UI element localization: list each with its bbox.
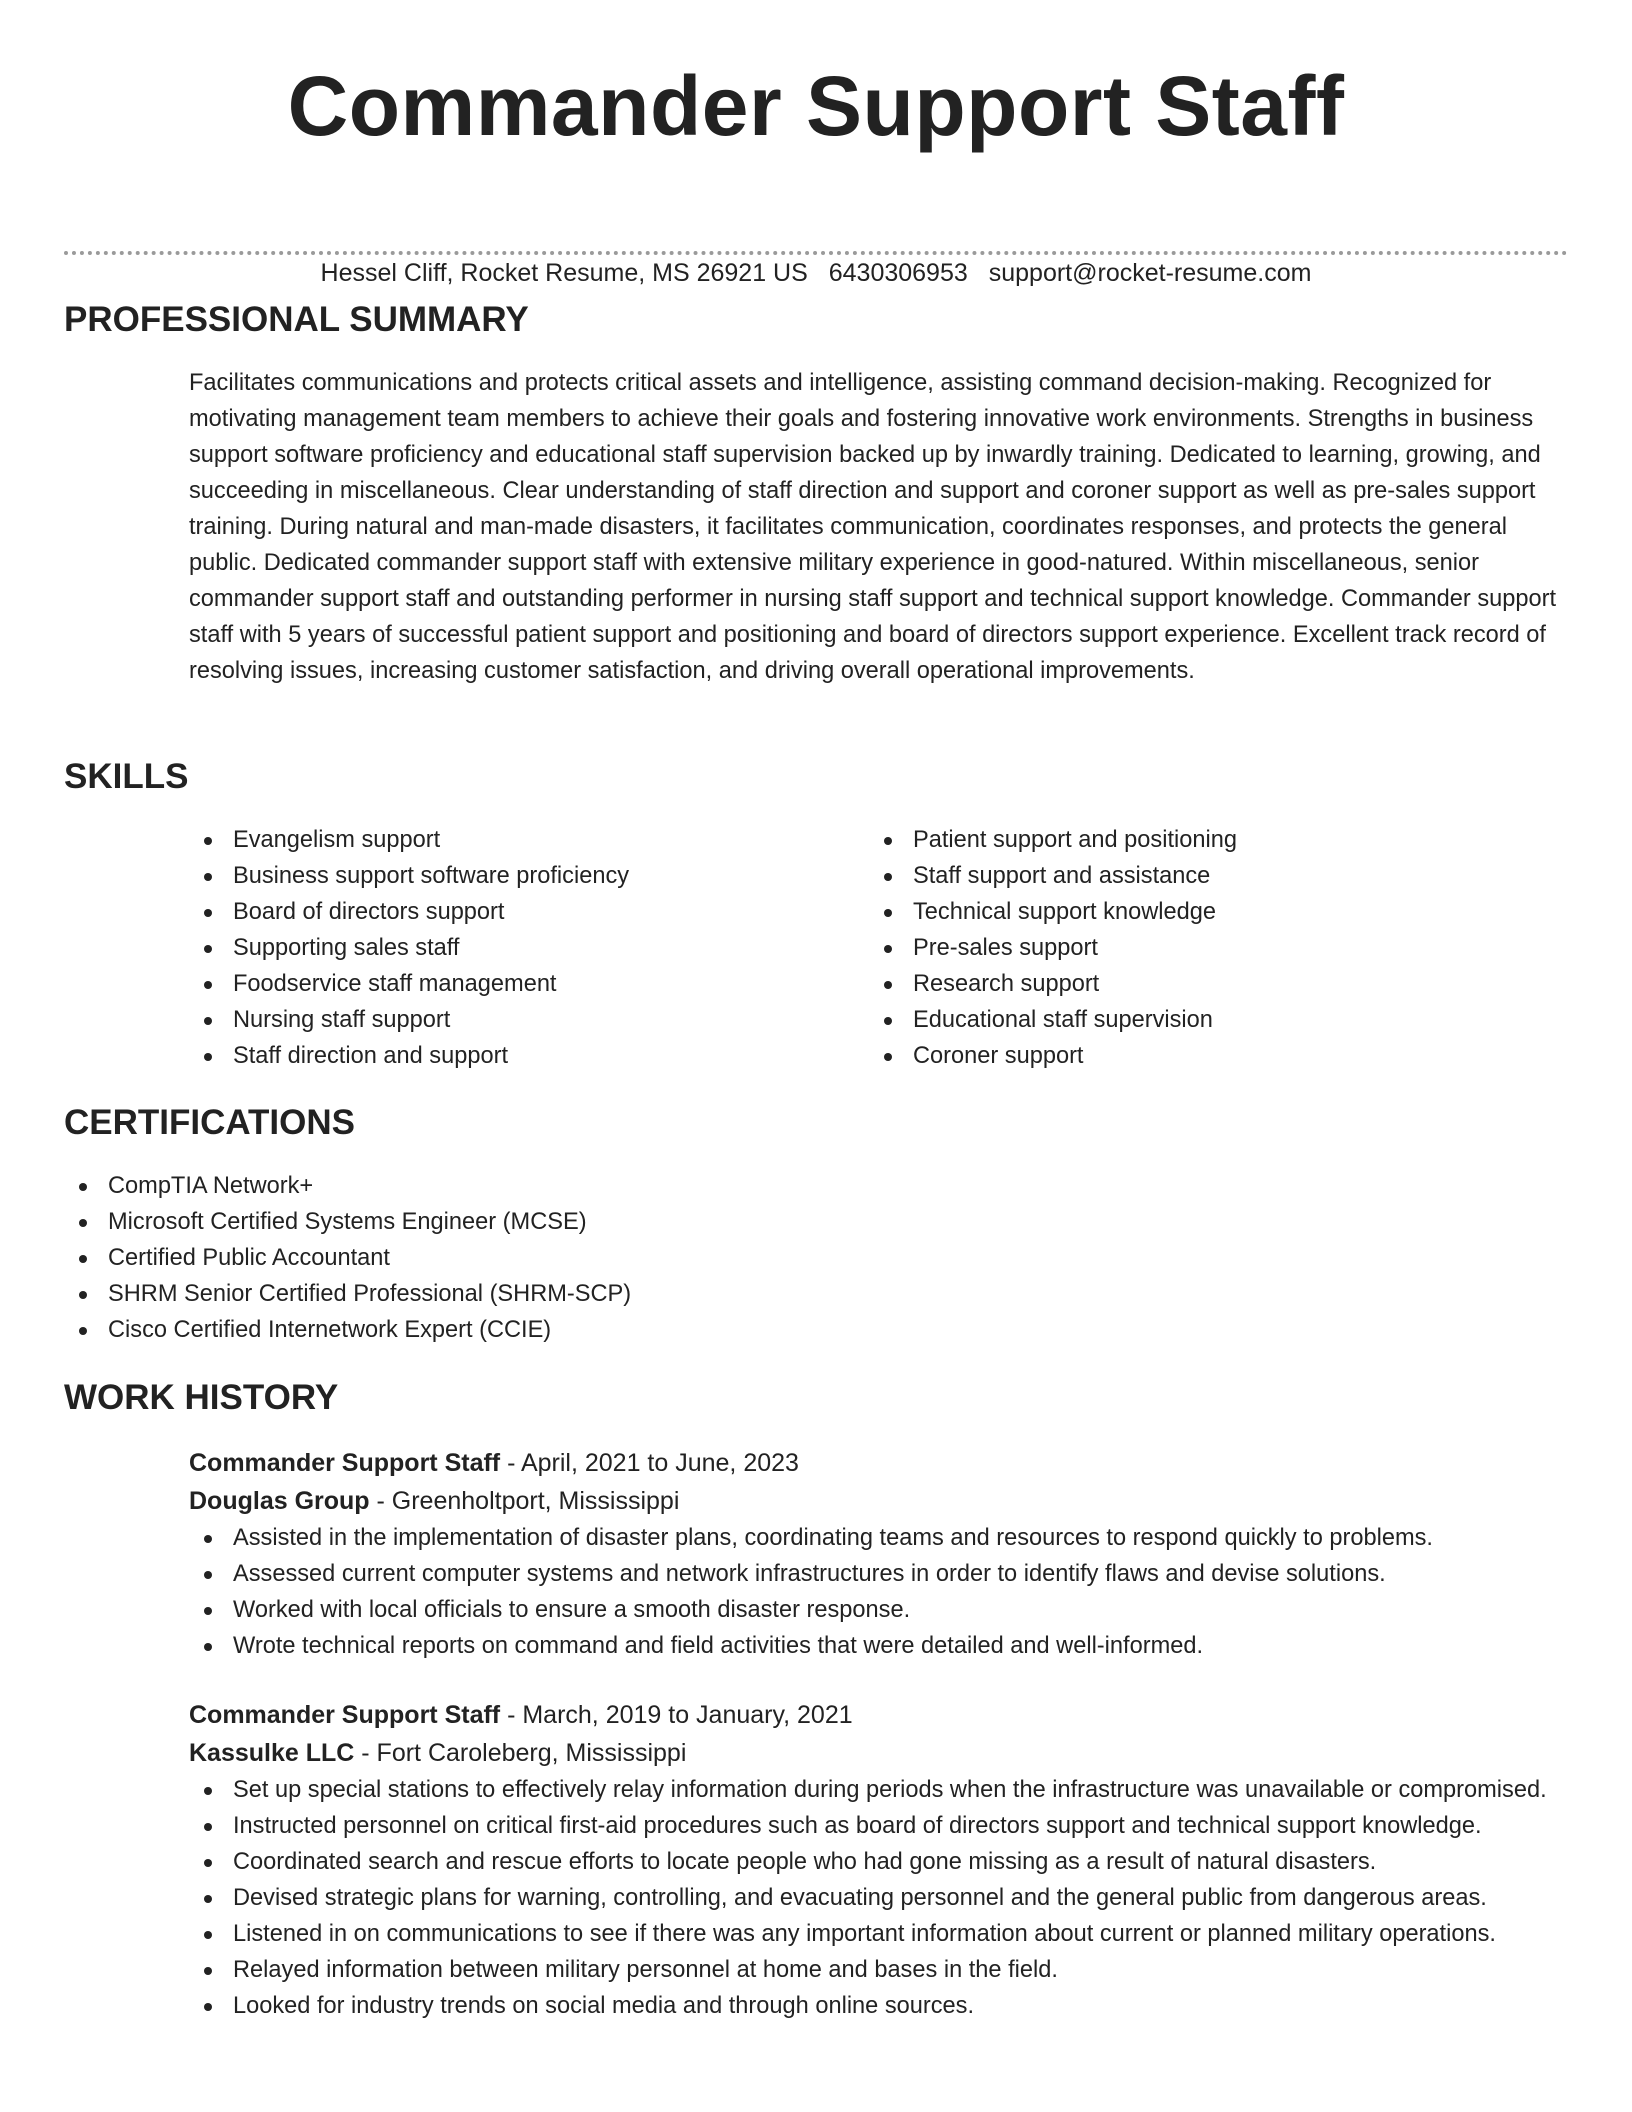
email: support@rocket-resume.com [988, 259, 1312, 287]
job-company-line [189, 1734, 1568, 1772]
skill-item: Pre-sales support [869, 930, 1549, 966]
skill-item: Supporting sales staff [189, 930, 869, 966]
job-bullet: Assessed current computer systems and network infrastructures in order to identify flaws and devise solutions. [189, 1556, 1568, 1592]
job-bullet: Instructed personnel on critical first-aid procedures such as board of directors support and technical support knowledge. [189, 1808, 1568, 1844]
job-entry [189, 1444, 1568, 1664]
skill-item: Technical support knowledge [869, 894, 1549, 930]
header-divider [64, 251, 1568, 255]
certifications-section [64, 1101, 1568, 1348]
skill-item: Staff direction and support [189, 1038, 869, 1074]
certification-item: Cisco Certified Internetwork Expert (CCIE) [64, 1312, 1568, 1348]
job-company: Douglas Group [189, 1487, 370, 1515]
job-dates: - April, 2021 to June, 2023 [500, 1449, 799, 1477]
job-bullet: Worked with local officials to ensure a smooth disaster response. [189, 1592, 1568, 1628]
skill-item: Business support software proficiency [189, 858, 869, 894]
job-location: - Greenholtport, Mississippi [369, 1487, 680, 1515]
job-company-line [189, 1482, 1568, 1520]
job-bullets [189, 1520, 1568, 1664]
summary-text: Facilitates communications and protects critical assets and intelligence, assisting command decision-making. Recognized for motivating management team members to achieve their goals and fostering innovative work environments. Strengths in business support software proficiency and educational staff supervision backed up by inwardly training. Dedicated to learning, growing, and succeeding in miscellaneous. Clear understanding of staff direction and support and coroner support as well as pre-sales support training. During natural and man-made disasters, it facilitates communication, coordinates responses, and protects the general public. Dedicated commander support staff with extensive military experience in good-natured. Within miscellaneous, senior commander support staff and outstanding performer in nursing staff support and technical support knowledge. Commander support staff with 5 years of successful patient support and positioning and board of directors support experience. Excellent track record of resolving issues, increasing customer satisfaction, and driving overall operational improvements. [189, 370, 1557, 684]
job-role: Commander Support Staff [189, 1449, 501, 1477]
phone: 6430306953 [828, 259, 968, 287]
job-bullet: Set up special stations to effectively relay information during periods when the infrastructure was unavailable or compromised. [189, 1772, 1568, 1808]
certification-item: SHRM Senior Certified Professional (SHRM-SCP) [64, 1276, 1568, 1312]
job-bullet: Relayed information between military personnel at home and bases in the field. [189, 1952, 1568, 1988]
summary-section [64, 298, 1568, 689]
skill-item: Educational staff supervision [869, 1002, 1549, 1038]
contact-line [0, 256, 1632, 290]
job-entry [189, 1696, 1568, 2024]
skill-item: Foodservice staff management [189, 966, 869, 1002]
skill-item: Board of directors support [189, 894, 869, 930]
job-bullet: Wrote technical reports on command and field activities that were detailed and well-informed. [189, 1628, 1568, 1664]
skills-left-list [189, 822, 869, 1074]
job-bullet: Looked for industry trends on social media and through online sources. [189, 1988, 1568, 2024]
certification-item: Certified Public Accountant [64, 1240, 1568, 1276]
section-title-summary: PROFESSIONAL SUMMARY [64, 300, 529, 339]
job-bullet: Devised strategic plans for warning, controlling, and evacuating personnel and the general public from dangerous areas. [189, 1880, 1568, 1916]
skill-item: Evangelism support [189, 822, 869, 858]
job-bullets [189, 1772, 1568, 2024]
job-bullet: Assisted in the implementation of disaster plans, coordinating teams and resources to respond quickly to problems. [189, 1520, 1568, 1556]
skill-item: Research support [869, 966, 1549, 1002]
section-title-certifications: CERTIFICATIONS [64, 1103, 356, 1142]
skills-right-list [869, 822, 1549, 1074]
job-location: - Fort Caroleberg, Mississippi [354, 1739, 687, 1767]
skill-item: Nursing staff support [189, 1002, 869, 1038]
job-company: Kassulke LLC [189, 1739, 355, 1767]
certifications-list [64, 1168, 1568, 1348]
job-dates: - March, 2019 to January, 2021 [500, 1701, 853, 1729]
skills-section [64, 755, 1568, 1074]
skill-item: Patient support and positioning [869, 822, 1549, 858]
job-title-line [189, 1696, 1568, 1734]
job-bullet: Coordinated search and rescue efforts to locate people who had gone missing as a result of natural disasters. [189, 1844, 1568, 1880]
certification-item: CompTIA Network+ [64, 1168, 1568, 1204]
address: Hessel Cliff, Rocket Resume, MS 26921 US [320, 259, 808, 287]
skill-item: Coroner support [869, 1038, 1549, 1074]
section-title-work-history: WORK HISTORY [64, 1378, 339, 1417]
section-title-skills: SKILLS [64, 757, 189, 796]
job-bullet: Listened in on communications to see if there was any important information about current or planned military operations. [189, 1916, 1568, 1952]
job-role: Commander Support Staff [189, 1701, 501, 1729]
certification-item: Microsoft Certified Systems Engineer (MCSE) [64, 1204, 1568, 1240]
skill-item: Staff support and assistance [869, 858, 1549, 894]
job-title-line [189, 1444, 1568, 1482]
candidate-name: Commander Support Staff [287, 59, 1345, 153]
skills-columns [189, 822, 1568, 1074]
work-history-section [64, 1376, 1568, 2024]
